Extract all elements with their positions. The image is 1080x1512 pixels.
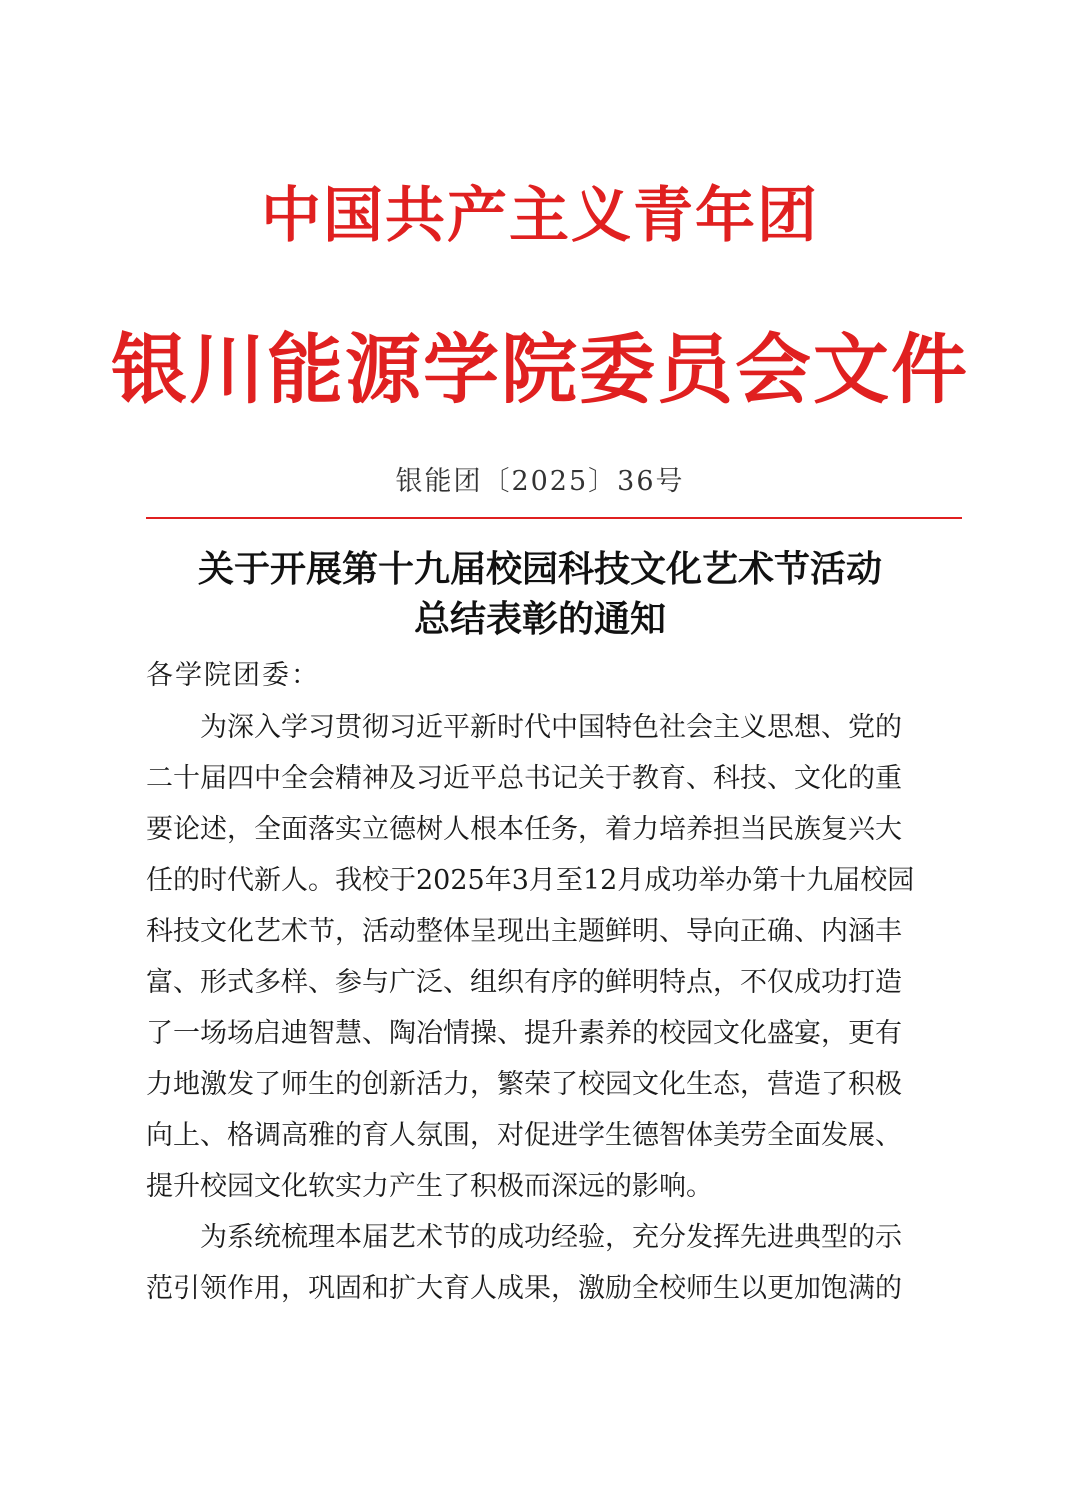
- red-divider: [146, 517, 962, 519]
- notice-title-line2: 总结表彰的通知: [413, 598, 666, 640]
- body-line: 科技文化艺术节，活动整体呈现出主题鲜明、导向正确、内涵丰: [146, 916, 902, 947]
- body-line: 向上、格调高雅的育人氛围，对促进学生德智体美劳全面发展、: [146, 1120, 902, 1151]
- notice-title-line1: 关于开展第十九届校园科技文化艺术节活动: [197, 548, 882, 590]
- body-line: 为深入学习贯彻习近平新时代中国特色社会主义思想、党的: [200, 712, 902, 743]
- addressee: 各学院团委：: [146, 660, 320, 691]
- body-line: 提升校园文化软实力产生了积极而深远的影响。: [146, 1171, 713, 1202]
- document-number: 银能团〔2025〕36号: [395, 466, 685, 497]
- body-line: 为系统梳理本届艺术节的成功经验，充分发挥先进典型的示: [200, 1222, 902, 1253]
- body-line: 了一场场启迪智慧、陶冶情操、提升素养的校园文化盛宴，更有: [146, 1018, 902, 1049]
- body-line: 任的时代新人。我校于2025年3月至12月成功举办第十九届校园: [146, 865, 915, 896]
- org-name-line2: 银川能源学院委员会文件: [111, 325, 969, 414]
- body-line: 范引领作用，巩固和扩大育人成果，激励全校师生以更加饱满的: [146, 1273, 902, 1304]
- body-line: 要论述，全面落实立德树人根本任务，着力培养担当民族复兴大: [146, 814, 902, 845]
- body-line: 富、形式多样、参与广泛、组织有序的鲜明特点，不仅成功打造: [146, 967, 902, 998]
- body-line: 力地激发了师生的创新活力，繁荣了校园文化生态，营造了积极: [146, 1069, 902, 1100]
- org-name-line1: 中国共产主义青年团: [261, 181, 819, 251]
- body-line: 二十届四中全会精神及习近平总书记关于教育、科技、文化的重: [146, 763, 902, 794]
